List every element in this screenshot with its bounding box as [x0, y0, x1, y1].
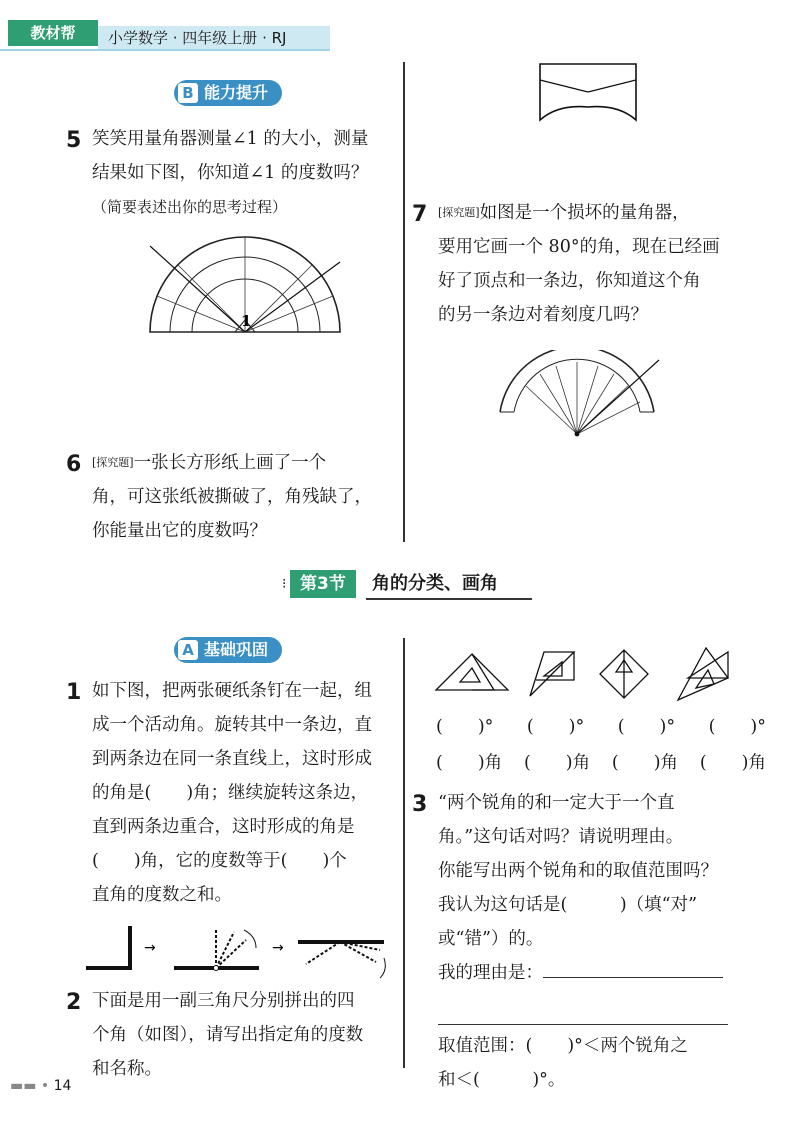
- text-line: 我认为这句话是( )（填“对”: [438, 895, 698, 915]
- question-tag: [探究题]: [438, 206, 480, 219]
- question-3-text: [438, 786, 768, 1097]
- name-blank[interactable]: ( )角: [611, 753, 679, 773]
- name-blank[interactable]: ( )角: [699, 753, 766, 773]
- question-number: 6: [66, 452, 82, 477]
- question-5-text: [92, 122, 397, 224]
- reason-label: 我的理由是：: [438, 963, 543, 983]
- text-line: 角。”这句话对吗？请说明理由。: [438, 827, 684, 847]
- text-line: 个角（如图），请写出指定角的度数: [92, 1025, 364, 1045]
- question-6-text: [92, 446, 397, 548]
- question-number: 7: [412, 202, 428, 227]
- brand-tab: 教材帮: [8, 20, 98, 46]
- question-number: 1: [66, 680, 82, 705]
- column-divider-bottom: [403, 638, 405, 1068]
- text-line: 一张长方形纸上画了一个: [133, 453, 327, 473]
- footer-dash: ▬▬ •: [10, 1078, 54, 1094]
- badge-letter: B: [178, 83, 198, 103]
- column-divider-top: [403, 62, 405, 542]
- reason-answer-line-2[interactable]: [438, 990, 728, 1025]
- text-line: 笑笑用量角器测量∠1 的大小，测量: [92, 129, 369, 149]
- question-number: 3: [412, 792, 428, 817]
- question-2-text: [92, 984, 397, 1086]
- question-1-text: [92, 674, 397, 912]
- text-line: 到两条边在同一条直线上，这时形成: [92, 749, 372, 769]
- degree-blanks-row: [436, 710, 766, 744]
- range-line-1: 取值范围：( )°＜两个锐角之: [438, 1036, 688, 1056]
- range-line-2: 和＜( )°。: [438, 1070, 566, 1090]
- text-line: 结果如下图，你知道∠1 的度数吗？: [92, 163, 369, 183]
- degree-blank[interactable]: ( )°: [436, 717, 494, 737]
- text-line: 直角的度数之和。: [92, 885, 232, 905]
- name-blank[interactable]: ( )角: [436, 753, 503, 773]
- text-line: ( )角，它的度数等于( )个: [92, 851, 347, 871]
- section-badge-b: [174, 80, 282, 106]
- text-line: 好了顶点和一条边，你知道这个角: [438, 271, 701, 291]
- page-number: 14: [53, 1078, 72, 1094]
- text-line: （简要表述出你的思考过程）: [92, 198, 288, 216]
- badge-letter: A: [178, 640, 198, 660]
- question-number: 5: [66, 128, 82, 153]
- book-title: 小学数学 · 四年级上册 · RJ: [98, 26, 330, 50]
- question-7-text: [438, 196, 768, 332]
- text-line: 的另一条边对着刻度几吗？: [438, 305, 648, 325]
- rotating-strips-figure: [84, 924, 400, 982]
- text-line: 的角是( )角；继续旋转这条边，: [92, 783, 369, 803]
- header-underline: [0, 49, 330, 51]
- reason-answer-line[interactable]: [543, 957, 723, 978]
- text-line: 下面是用一副三角尺分别拼出的四: [92, 991, 355, 1011]
- triangle-rulers-figure: [432, 640, 762, 706]
- protractor-q5: [140, 234, 350, 342]
- text-line: 要用它画一个 80°的角，现在已经画: [438, 237, 720, 257]
- svg-text:→: →: [144, 940, 156, 956]
- broken-protractor-q7: [494, 350, 662, 442]
- section-underline: [366, 598, 532, 600]
- question-tag: [探究题]: [92, 456, 134, 469]
- text-line: 或“错”）的。: [438, 929, 544, 949]
- section-marker: ⁝: [282, 576, 287, 592]
- text-line: “两个锐角的和一定大于一个直: [438, 793, 675, 813]
- text-line: 直到两条边重合，这时形成的角是: [92, 817, 355, 837]
- text-line: 成一个活动角。旋转其中一条边，直: [92, 715, 372, 735]
- badge-label: 能力提升: [204, 83, 269, 102]
- text-line: 如图是一个损坏的量角器，: [479, 203, 690, 223]
- text-line: 你能写出两个锐角和的取值范围吗？: [438, 861, 718, 881]
- page-footer: [10, 1078, 71, 1094]
- degree-blank[interactable]: ( )°: [526, 717, 585, 737]
- text-line: 你能量出它的度数吗？: [92, 521, 267, 541]
- section-badge-a: [174, 637, 282, 663]
- text-line: 如下图，把两张硬纸条钉在一起，组: [92, 681, 372, 701]
- svg-text:→: →: [272, 940, 284, 956]
- torn-paper-figure: [538, 62, 638, 124]
- badge-label: 基础巩固: [204, 640, 269, 659]
- section-title: 角的分类、画角: [372, 573, 498, 594]
- text-line: 角，可这张纸被撕破了，角残缺了，: [92, 487, 372, 507]
- degree-blank[interactable]: ( )°: [708, 717, 766, 737]
- degree-blank[interactable]: ( )°: [617, 717, 676, 737]
- name-blank[interactable]: ( )角: [523, 753, 591, 773]
- question-number: 2: [66, 990, 82, 1015]
- text-line: 和名称。: [92, 1059, 162, 1079]
- name-blanks-row: [436, 746, 766, 780]
- section-number: 第3节: [290, 570, 356, 598]
- angle-label: 1: [241, 312, 252, 330]
